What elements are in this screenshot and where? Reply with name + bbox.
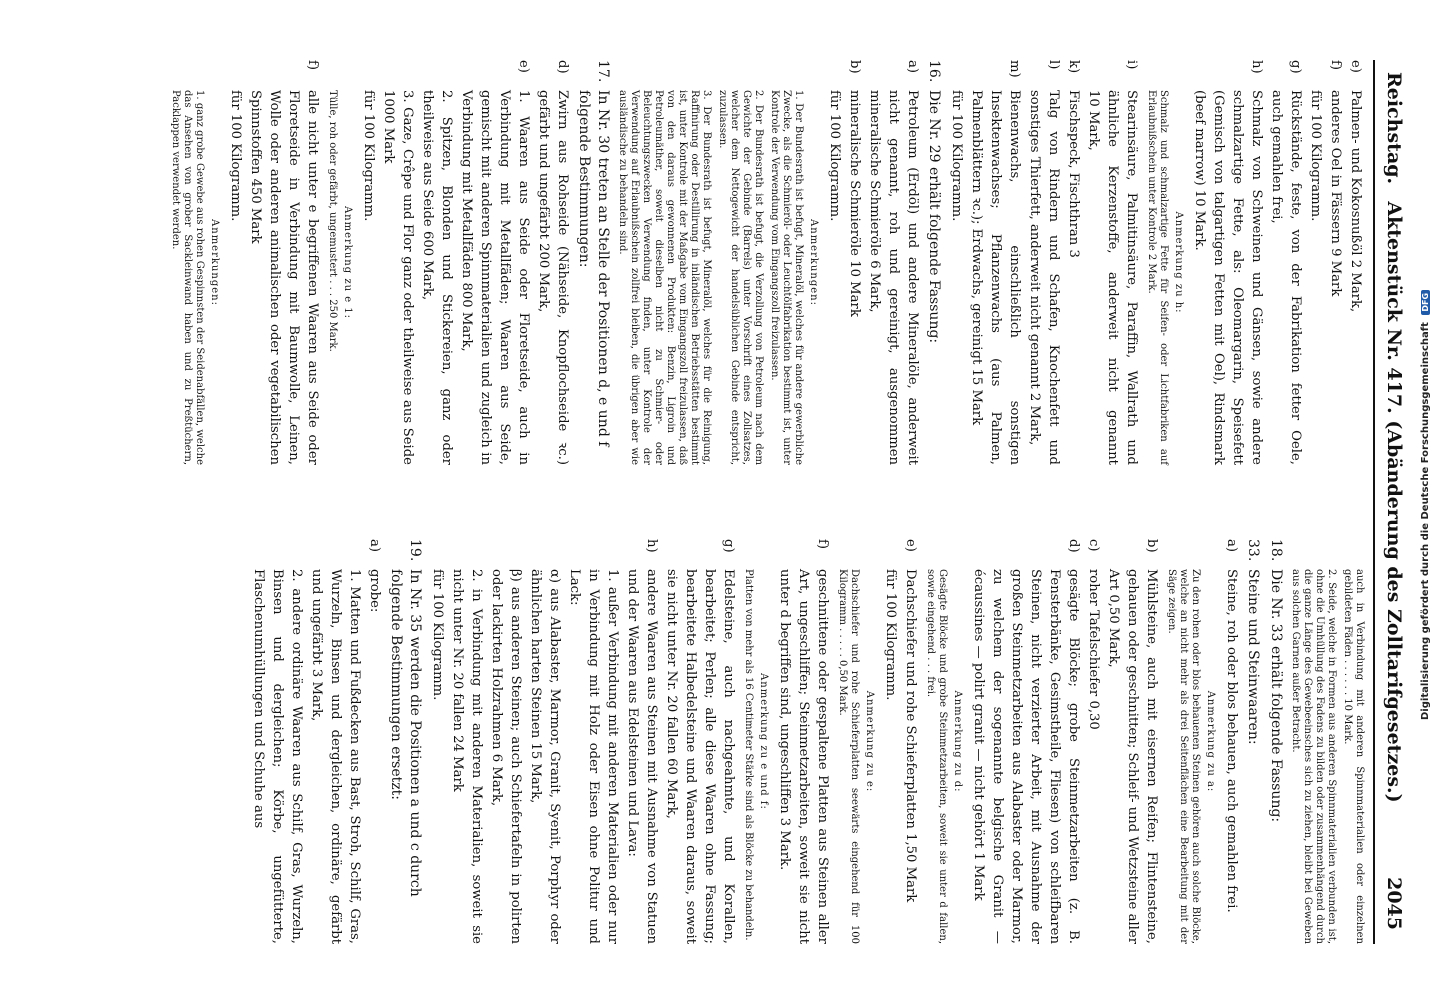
entry-label: l) — [1046, 60, 1061, 70]
right-column — [165, 539, 1365, 944]
section-heading — [386, 539, 424, 944]
tariff-entry — [359, 60, 378, 465]
tariff-entry — [1190, 60, 1266, 465]
entry-rate: 200 Mark, — [536, 243, 551, 313]
entry-text — [246, 90, 322, 465]
entry-text — [418, 90, 456, 465]
tariff-entry — [487, 539, 525, 944]
entry-description: Mühlsteine, auch mit eisernen Reifen; Flintensteine, gehauen oder geschnitten; Schleif- und Wetzsteine aller Art — [1106, 569, 1159, 944]
entry-text — [947, 90, 966, 465]
entry-label: e) — [516, 60, 531, 73]
entry-description: 1. Matten und Fußdecken aus Bast, Stroh, Schilf, Gras, Wurzeln, Binsen und dergleichen, ordinäre, gefärbt und ungefärbt — [309, 569, 362, 944]
entry-label: a) — [367, 539, 382, 553]
entry-text — [775, 569, 832, 944]
entry-description: Edelsteine, auch nachgeahmte, und Korallen, bearbeitet; Perlen; alle diese Waaren ohne Fassung; bearbeitete Halbedelsteine und Waaren daraus, soweit sie nicht unter Nr. 20 fallen — [664, 569, 736, 944]
tariff-entry — [967, 60, 1024, 465]
entry-description: Rückstände, feste, von der Fabrikation fetter Oele, auch gemahlen — [1269, 90, 1303, 465]
entry-text — [1084, 90, 1141, 465]
entry-description: 2. Spitzen, Blonden und Stickereien, ganz oder theilweise aus Seide — [420, 90, 454, 465]
entry-description: Bienenwachs, einschließlich sonstigen Insektenwachses; Pflanzenwachs (aus Palmen, Palmenblättern ꝛc.); Erdwachs, gereinigt — [969, 90, 1022, 465]
tariff-entry — [881, 539, 900, 944]
digitization-credit — [1420, 290, 1431, 720]
entry-rate: 15 Mark — [969, 368, 984, 426]
tariff-entry — [775, 539, 832, 944]
entry-description: geschnittene oder gespaltene Platten aus Steinen aller Art, ungeschliffen; Steinmetzarbeiten, soweit sie nicht unter d begriffen sind, ungeschliffen — [777, 569, 830, 944]
tariff-entry — [947, 60, 966, 465]
note-text: 3. Der Bundesrath ist befugt, Mineralöl, welches für die Reinigung, Raffinirung oder Destillirung in inländischen Betriebsstätten bestimmt ist, unter Kontrole mit der Maßgabe vom Eingangszoll freizulassen, daß von den daraus gewonnenen Produkten: Benzin, Ligroin und Petroleumäther, soweit dieselben nicht zu Schmier- oder Beleuchtungszwecken Verwendung finden, unter Kontrole der Verwendung auf Erlaubnißschein zollfrei bleiben, die übrigen aber wie ausländische zu behandeln sind. — [617, 90, 712, 465]
tariff-entry — [1267, 60, 1305, 465]
section-heading — [574, 60, 612, 465]
note-heading: Anmerkung zu h: — [1173, 211, 1184, 314]
entry-description: Palmen- und Kokosnußöl — [1348, 90, 1363, 256]
note-text: 1. Der Bundesrath ist befugt, Mineralöl, welches für andere gewerbliche Zwecke, als die Schmieröl- oder Leuchtölfabrikation bestimmt ist, unter Kontrole der Verwendung vom Eingangszoll freizulassen. — [769, 90, 804, 465]
entry-label: d) — [1066, 539, 1081, 553]
entry-text — [487, 569, 525, 944]
left-column — [165, 60, 1365, 465]
tariff-entry — [1025, 60, 1063, 465]
tariff-entry — [448, 539, 486, 944]
entry-text — [1222, 569, 1241, 944]
section-number: 19. — [407, 539, 423, 562]
entry-label: e) — [1348, 60, 1363, 73]
entry-label: e) — [903, 539, 918, 552]
entry-description: andere Waaren aus Steinen mit Ausnahme von Statuen und der Waaren aus Edelsteinen und Lava: — [625, 569, 659, 944]
note-text: 2. Der Bundesrath ist befugt, die Verzollung von Petroleum nach dem Gewichte der Gebinde (Barrels) unter Vorschrift eines Zollsatzes, welcher dem Nettogewicht der handelsüblichen Gebinde entspricht, zuzulassen. — [717, 90, 764, 465]
entry-rate: 3 — [1066, 249, 1081, 258]
entry-text — [226, 90, 245, 465]
entry-rate: 10 Mark — [847, 260, 862, 317]
entry-description: Talg von Rindern und Schafen, Knochenfett und sonstiges Thierfett, anderweit nicht genannt — [1027, 90, 1061, 465]
entry-label: a) — [905, 60, 920, 74]
tariff-entry — [428, 539, 447, 944]
entry-label — [526, 539, 564, 569]
entry-rate: 1,50 Mark — [903, 833, 918, 903]
entry-rate: 15 Mark, — [528, 742, 543, 804]
entry-text — [448, 569, 486, 944]
entry-text — [623, 569, 661, 944]
entry-label: c) — [1086, 539, 1101, 552]
section-heading-text: Die Nr. 33 erhält folgende Fassung: — [1268, 569, 1284, 823]
note-heading: Anmerkung zu e: — [864, 690, 875, 793]
entry-description: 1. Waaren aus Seide oder Floretseide, auch in Verbindung mit Metallfäden; Waaren aus Seide, gemischt mit anderen Spinnmaterialien und zugleich in Verbindung mit Metallfäden — [459, 90, 531, 465]
entry-description: roher Tafelschiefer — [1086, 569, 1101, 697]
credit-text: Digitalisierung gefördert durch die Deutsche Forschungsgemeinschaft — [1420, 322, 1431, 720]
entry-text — [249, 569, 306, 944]
note-text: Gesägte Blöcke und grobe Steinmetzarbeiten, soweit sie unter d fallen, sowie eingehend . . . frei. — [925, 569, 948, 944]
entry-description: für 100 Kilogramm. — [361, 90, 376, 222]
entry-label — [418, 60, 456, 90]
entry-rate: frei, — [1269, 196, 1284, 224]
tariff-entry — [526, 539, 564, 944]
entry-text — [1064, 90, 1083, 465]
entry-label: i) — [1124, 60, 1139, 70]
entry-rate: 60 Mark, — [664, 758, 679, 819]
entry-label: f) — [305, 60, 320, 71]
tariff-entry — [1326, 60, 1345, 465]
entry-rate: 2 Mark, — [1348, 259, 1363, 313]
entry-label: a) — [1224, 539, 1239, 553]
section-heading-text: In Nr. 30 treten an Stelle der Positionen d, e und f folgende Bestimmungen: — [576, 90, 611, 447]
entry-description: für 100 Kilogramm. — [827, 90, 842, 222]
document-page — [11, 12, 1421, 988]
tariff-entry — [418, 60, 456, 465]
entry-rate: 0,50 Mark, — [1106, 594, 1121, 668]
entry-description: Dachschiefer und rohe Schieferplatten — [903, 569, 918, 829]
tariff-entry — [1222, 539, 1241, 944]
entry-rate: 0,30 — [1086, 700, 1101, 730]
entry-description: mineralische Schmieröle — [847, 90, 862, 256]
entry-text — [967, 90, 1024, 465]
note-heading: Anmerkung zu a: — [1205, 690, 1216, 793]
entry-text — [845, 90, 864, 465]
entry-text — [359, 90, 378, 465]
entry-label — [565, 539, 622, 569]
entry-label — [307, 539, 364, 569]
tariff-entry — [1346, 60, 1365, 465]
entry-text — [1104, 569, 1161, 944]
tariff-entry — [246, 60, 322, 465]
entry-text — [1326, 90, 1345, 465]
tariff-entry — [845, 60, 864, 465]
entry-description: α) aus Alabaster, Marmor, Granit, Syenit, Porphyr oder ähnlichen harten Steinen — [528, 569, 562, 944]
entry-label — [881, 539, 900, 569]
entry-description: Stearinsäure, Palmitinsäure, Paraffin, Wallrath und ähnliche Kerzenstoffe, anderweit nicht genannt — [1105, 90, 1139, 465]
entry-description: für 100 Kilogramm. — [1308, 90, 1323, 222]
tariff-entry — [307, 539, 364, 944]
entry-description: 3. Gaze, Crêpe und Flor ganz oder theilweise aus Seide — [400, 90, 415, 465]
entry-description: 2. in Verbindung mit anderen Materialien, soweit sie nicht unter Nr. 20 fallen — [450, 569, 484, 944]
section-number: 16. — [926, 60, 942, 83]
entry-label — [1306, 60, 1325, 90]
section-heading-text: In Nr. 35 werden die Positionen a und c durch folgende Bestimmungen ersetzt: — [388, 569, 423, 897]
tariff-entry — [249, 539, 306, 944]
entry-label — [249, 539, 306, 569]
tariff-entry — [1084, 60, 1141, 465]
entry-description: Petroleum (Erdöl) und andere Mineralöle, anderweit nicht genannt, roh und gereinigt, ausgenommen mineralische Schmieröle — [867, 90, 920, 465]
tariff-entry — [1084, 539, 1103, 944]
tariff-entry — [865, 60, 922, 465]
entry-text — [379, 90, 417, 465]
section-number: 18. — [1268, 539, 1284, 562]
note-text: auch in Verbindung mit anderen Spinnmaterialien oder einzelnen gebildeten Fäden . . . . . . 10 Mark. — [1342, 569, 1365, 944]
entry-label — [448, 539, 486, 569]
entry-text — [1267, 90, 1305, 465]
entry-description: alle nicht unter e begriffenen Waaren aus Seide oder Floretseide in Verbindung mit Baumwolle, Leinen, Wolle oder anderen animalischen oder vegetabilischen Spinnstoffen — [248, 90, 320, 465]
entry-label — [379, 60, 417, 90]
tariff-entry — [662, 539, 738, 944]
note-text: Schmalz und schmalzartige Fette für Seifen- oder Lichtfabriken auf Erlaubnißschein unter Kontrole 2 Mark. — [1146, 90, 1169, 465]
entry-description: Steine, roh oder blos behauen, auch gemahlen — [1224, 569, 1239, 882]
entry-rate: 3 Mark. — [777, 817, 792, 871]
tariff-entry — [534, 60, 572, 465]
tariff-entry — [969, 539, 1083, 944]
entry-description: für 100 Kilogramm. — [883, 569, 898, 701]
section-heading — [1266, 539, 1285, 944]
note-text: 2. Seide, welche in Formen aus anderen Spinnmaterialien verbunden ist, ohne die Umhüllung des Fadens zu bilden oder zusammenhängend durch die ganze Länge des Gewebeeinsches sich zu ziehen, bleibt bei Geweben aus solchen Garnen außer Betracht. — [1290, 569, 1337, 944]
tariff-entry — [365, 539, 384, 944]
entry-description: 2. andere ordinäre Waaren aus Schilf, Gras, Wurzeln, Binsen und dergleichen; Körbe, ungefütterte, Flaschenumhüllungen und Schuhe aus — [251, 569, 304, 944]
entry-rate: 9 Mark — [1328, 248, 1343, 297]
entry-label — [947, 60, 966, 90]
note-heading: Anmerkung zu d: — [952, 690, 963, 793]
entry-label: m) — [1007, 60, 1022, 78]
entry-description: Zwirn aus Rohseide (Nähseide, Knopflochseide ꝛc.) gefärbt und ungefärbt — [536, 90, 570, 465]
entry-text — [662, 569, 738, 944]
entry-text — [825, 90, 844, 465]
tariff-entry — [379, 60, 417, 465]
entry-rate: 6 Mark, — [867, 260, 882, 313]
entry-label: h) — [644, 539, 659, 553]
note-text: Dachschiefer und rohe Schieferplatten seewärts eingehend für 100 Kilogramm . . . . . 0,50 Mark. — [837, 569, 860, 944]
tariff-entry — [1064, 60, 1083, 465]
note-text: Tülle, roh oder gefärbt, ungemustert . . . 250 Mark. — [327, 90, 338, 352]
entry-description: für 100 Kilogramm. — [430, 569, 445, 701]
tariff-entry — [457, 60, 533, 465]
entry-description: für 100 Kilogramm. — [949, 90, 964, 222]
tariff-entry — [901, 539, 920, 944]
entry-label — [825, 60, 844, 90]
note-heading: Anmerkungen: — [808, 219, 819, 306]
entry-text — [565, 569, 622, 944]
section-heading-text: Die Nr. 29 erhält folgende Fassung: — [926, 90, 942, 344]
entry-text — [901, 569, 920, 944]
note-text: 1. ganz grobe Gewebe aus rohen Gespinnsten der Seidenabfällen, welche das Ansehen von grober Sackleinwand haben und zu Preßtüchern, Packlappen verwendet werden. — [170, 90, 205, 465]
entry-label: f) — [1328, 60, 1343, 71]
tariff-entry — [623, 539, 661, 944]
entry-description: grobe: — [367, 569, 382, 613]
entry-label: b) — [1144, 539, 1159, 553]
entry-text — [881, 569, 900, 944]
entry-text — [534, 90, 572, 465]
entry-description: Schmalz von Schweinen und Gänsen, sowie andere schmalzartige Fette, als: Oleomargarin, Speisefett (Gemisch von talgartigen Fetten mit Oel), Rindsmark (beef marrow) — [1192, 90, 1264, 465]
entry-label: b) — [847, 60, 862, 74]
entry-rate: 1 Mark — [971, 852, 986, 901]
dfg-logo: DFG — [1421, 290, 1430, 315]
tariff-entry — [825, 60, 844, 465]
entry-label — [428, 539, 447, 569]
entry-text — [1084, 569, 1103, 944]
entry-rate: 10 Mark, — [1086, 90, 1101, 151]
note-heading: Anmerkung zu e und f: — [758, 673, 769, 810]
entry-text — [1190, 90, 1266, 465]
entry-text — [457, 90, 533, 465]
entry-rate: frei. — [1224, 885, 1239, 913]
entry-description: für 100 Kilogramm. — [228, 90, 243, 222]
section-number: 33. — [1245, 539, 1261, 562]
tariff-entry — [226, 60, 245, 465]
header-left: Reichstag. — [1383, 72, 1405, 185]
entry-label — [359, 60, 378, 90]
entry-rate: 6 Mark, — [489, 753, 504, 807]
header-title: Aktenstück Nr. 417. (Abänderung des Zolltarifgesetzes.) — [1383, 201, 1405, 803]
entry-description: anderes Oel in Fässern — [1328, 90, 1343, 244]
entry-text — [365, 569, 384, 944]
section-heading — [1243, 539, 1262, 944]
entry-label: h) — [1249, 60, 1264, 74]
entry-rate: 24 Mark — [450, 735, 465, 792]
note-heading: Anmerkungen: — [209, 219, 220, 306]
section-number: 17. — [595, 60, 611, 83]
entry-label — [487, 539, 525, 569]
entry-label: d) — [555, 60, 570, 74]
entry-description: Fischspeck, Fischthran — [1066, 90, 1081, 246]
section-heading — [924, 60, 943, 465]
entry-text — [865, 90, 922, 465]
tariff-entry — [1306, 60, 1325, 465]
entry-label: k) — [1066, 60, 1081, 74]
entry-text — [969, 569, 1083, 944]
entry-rate: 2 Mark, — [1027, 392, 1042, 446]
note-heading: Anmerkung zu e 1: — [342, 205, 353, 320]
entry-label: f) — [815, 539, 830, 550]
tariff-entry — [565, 539, 622, 944]
entry-text — [526, 569, 564, 944]
entry-description: β) aus anderen Steinen; auch Schiefertafeln in polirten oder lackirten Holzrahmen — [489, 569, 523, 944]
tariff-entry — [1104, 539, 1161, 944]
entry-text — [1346, 90, 1365, 465]
entry-label — [226, 60, 245, 90]
note-text: Zu den rohen oder blos behauenen Steinen gehören auch solche Blöcke, welche an nicht mehr als drei Seitenflächen eine Bearbeitung mit der Säge zeigen. — [1166, 569, 1201, 944]
entry-description: gesägte Blöcke; grobe Steinmetzarbeiten (z. B. Fensterbänke, Gesimstheile, Fliesen) von schleifbaren Steinen, nicht verzierter Arbeit, mit Ausnahme der großen Steinmetzarbeiten aus Alabaster oder Marmor, zu welchem der sogenannte belgische Granit — écaussines — polirt granit — nicht gehört — [971, 569, 1081, 944]
entry-rate: 450 Mark — [248, 178, 263, 244]
entry-text — [1306, 90, 1325, 465]
entry-label: g) — [1288, 60, 1303, 74]
entry-text — [307, 569, 364, 944]
entry-label: g) — [721, 539, 736, 553]
entry-rate: 600 Mark, — [420, 230, 435, 301]
entry-text — [428, 569, 447, 944]
entry-description: 1. außer Verbindung mit anderen Materialien oder nur in Verbindung mit Holz oder Eisen ohne Politur und Lack: — [567, 569, 620, 944]
entry-text — [1025, 90, 1063, 465]
section-heading-text: Steine und Steinwaaren: — [1245, 569, 1261, 745]
page-number: 2045 — [1383, 877, 1405, 930]
entry-rate: 10 Mark. — [1192, 189, 1207, 251]
entry-rate: 3 Mark, — [309, 668, 324, 722]
note-text: Platten von mehr als 16 Centimeter Stärke sind als Blöcke zu behandeln. — [743, 569, 754, 941]
entry-rate: 800 Mark, — [459, 282, 474, 352]
entry-rate: 1000 Mark — [381, 90, 396, 164]
